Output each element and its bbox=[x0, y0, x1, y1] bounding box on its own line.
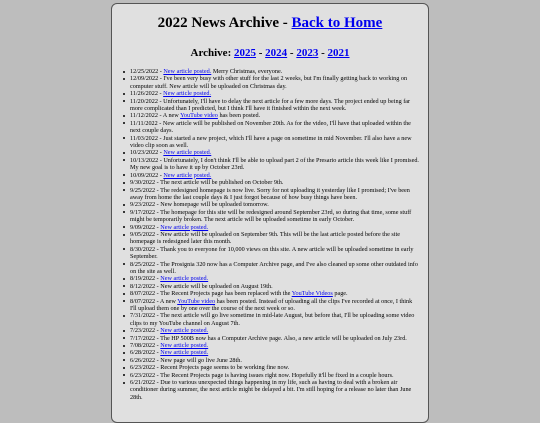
news-item bbox=[126, 112, 420, 119]
news-item-text: 8/25/2022 - The Prosignia 320 now has a Computer Archive page, and I've also cleaned up some other outdated info on the site as well. bbox=[130, 260, 418, 275]
news-item-text: 11/20/2022 - Unfortunately, I'll have to delay the next article for a few more days. The project ended up being far more complicated than I predicted, but I think I'll have it finished within the next week. bbox=[130, 97, 411, 113]
news-item bbox=[126, 283, 420, 290]
news-item-link[interactable]: New article posted. bbox=[160, 275, 209, 283]
news-item bbox=[126, 261, 420, 276]
news-item bbox=[126, 335, 420, 342]
news-item-text: 6/23/2022 - Recent Projects page seems to be working fine now. bbox=[130, 364, 290, 372]
news-item-text: 10/23/2022 - bbox=[130, 149, 164, 157]
news-item-text: 11/03/2022 - Just started a new project, which I'll have a page on sometime in mid November. I'll also have a new video clip soon as well. bbox=[130, 134, 412, 150]
news-item-text: 12/25/2022 - bbox=[130, 68, 164, 75]
news-item-text: 8/07/2022 - The Recent Projects page has been replaced with the bbox=[130, 290, 292, 298]
news-item-text: 7/31/2022 - The next article will go live sometime in mid-late August, but before that, I'll be uploading some video clips to my YouTube channel on August 7th. bbox=[130, 312, 415, 327]
news-item-link[interactable]: New article posted. bbox=[160, 349, 209, 357]
news-item bbox=[126, 135, 420, 150]
news-item-text-after-link: Merry Christmas, everyone. bbox=[211, 68, 283, 75]
news-item-link[interactable]: New article posted. bbox=[160, 342, 209, 350]
archive-nav bbox=[112, 47, 428, 59]
news-item bbox=[126, 120, 420, 135]
news-item bbox=[126, 157, 420, 172]
news-list bbox=[112, 68, 428, 401]
back-to-home-link[interactable]: Back to Home bbox=[291, 15, 383, 31]
news-item bbox=[126, 357, 420, 364]
news-item bbox=[126, 149, 420, 156]
news-item-text: 9/23/2022 - New homepage will be uploaded tomorrow. bbox=[130, 201, 269, 209]
news-item bbox=[126, 172, 420, 179]
news-item-link[interactable]: New article posted. bbox=[163, 149, 212, 157]
news-item-text: 7/08/2022 - bbox=[130, 342, 161, 350]
archive-separator: - bbox=[318, 47, 328, 59]
news-item-text: 10/13/2022 - Unfortunately, I don't think I'll be able to upload part 2 of the Presario article this week like I promised. My new goal is to have it up by October 23rd. bbox=[130, 156, 419, 172]
news-item bbox=[126, 364, 420, 371]
news-item-text-after-link: has been posted. Instead of uploading all the clips I've recorded at once, I think I'll upload them one by one over the course of the next week or so. bbox=[130, 297, 413, 312]
news-item bbox=[126, 290, 420, 297]
archive-link-2021[interactable]: 2021 bbox=[327, 47, 350, 59]
news-item-text: 9/30/2022 - The next article will be published on October 9th. bbox=[130, 179, 284, 187]
news-item-text: 11/12/2022 - A new bbox=[130, 112, 181, 120]
news-item bbox=[126, 231, 420, 246]
archive-separator: - bbox=[255, 47, 266, 59]
news-item-text: 12/09/2022 - I've been very busy with other stuff for the last 2 weeks, but I'm finally getting back to working on computer stuff. New article will be uploaded on Christmas day. bbox=[130, 75, 408, 90]
archive-link-2025[interactable]: 2025 bbox=[233, 47, 256, 59]
news-item-text: 6/26/2022 - New page will go live June 28th. bbox=[130, 356, 242, 364]
page-title bbox=[112, 14, 428, 32]
news-item-text-after-link: has been posted. bbox=[217, 112, 261, 120]
news-item-link[interactable]: New article posted. bbox=[163, 68, 212, 75]
archive-separator: - bbox=[287, 47, 297, 59]
archive-link-2023[interactable]: 2023 bbox=[296, 47, 319, 59]
news-item-link[interactable]: New article posted. bbox=[160, 327, 209, 335]
archive-label: Archive: bbox=[190, 47, 232, 59]
news-item-text: 11/26/2022 - bbox=[130, 90, 164, 98]
news-item-link[interactable]: New article posted. bbox=[160, 223, 209, 231]
news-item-link[interactable]: New article posted. bbox=[163, 171, 212, 179]
news-item bbox=[126, 275, 420, 282]
news-item bbox=[126, 379, 420, 401]
news-item-text: 8/12/2022 - New article will be uploaded on August 19th. bbox=[130, 282, 273, 290]
news-item bbox=[126, 298, 420, 313]
news-item-text: 6/21/2022 - Due to various unexpected things happening in my life, such as having to deal with a broken air conditioner during summer, the next article might be delayed a bit. I'm still hoping for a release no later than June 28th. bbox=[130, 379, 412, 401]
news-item bbox=[126, 327, 420, 334]
news-item bbox=[126, 187, 420, 202]
archive-link-2024[interactable]: 2024 bbox=[265, 47, 288, 59]
news-item bbox=[126, 201, 420, 208]
news-item-text: 7/23/2022 - bbox=[130, 327, 161, 335]
news-item bbox=[126, 246, 420, 261]
news-item-text: 8/30/2022 - Thank you to everyone for 10,000 views on this site. A new article will be uploaded sometime in early September. bbox=[130, 245, 414, 261]
news-item bbox=[126, 179, 420, 186]
news-item-link[interactable]: YouTube video bbox=[177, 297, 216, 305]
news-item bbox=[126, 312, 420, 327]
news-item-text: 9/05/2022 - New article will be uploaded on September 9th. This will be the last article posted before the site homepage is redesigned later this month. bbox=[130, 230, 401, 246]
news-item-text: 6/28/2022 - bbox=[130, 349, 161, 357]
news-item-text: 8/19/2022 - bbox=[130, 275, 161, 283]
news-item bbox=[126, 342, 420, 349]
news-item bbox=[126, 349, 420, 356]
news-item-link[interactable]: New article posted. bbox=[163, 90, 212, 98]
news-item-text: 10/09/2022 - bbox=[130, 171, 164, 179]
news-item bbox=[126, 209, 420, 224]
news-item bbox=[126, 68, 420, 75]
news-item bbox=[126, 75, 420, 90]
news-item-text: 9/17/2022 - The homepage for this site will be redesigned around September 23rd, so during that time, some stuff might be temporarily broken. The next article will be uploaded sometime in early October. bbox=[130, 208, 412, 224]
news-item bbox=[126, 372, 420, 379]
news-item-text: 6/23/2022 - The Recent Projects page is having issues right now. Hopefully it'll be fixed in a couple hours. bbox=[130, 371, 394, 379]
news-item-link[interactable]: YouTube Videos bbox=[291, 290, 333, 298]
news-item bbox=[126, 224, 420, 231]
news-item bbox=[126, 90, 420, 97]
news-item-link[interactable]: YouTube video bbox=[180, 112, 218, 120]
news-item-text: 8/07/2022 - A new bbox=[130, 297, 178, 305]
news-item-text: 7/17/2022 - The HP 500B now has a Computer Archive page. Also, a new article will be uploaded on July 23rd. bbox=[130, 334, 407, 342]
news-item-text: 9/25/2022 - The redesigned homepage is now live. Sorry for not uploading it yesterday like I promised; I've been away from home the last couple days & I just forgot because of how busy things have been. bbox=[130, 186, 410, 201]
news-item bbox=[126, 98, 420, 113]
news-item-text: 11/11/2022 - New article will be published on November 20th. As for the video, I'll have that uploaded within the next couple days. bbox=[130, 119, 411, 135]
news-archive-panel bbox=[111, 3, 429, 423]
news-item-text: 9/09/2022 - bbox=[130, 223, 161, 231]
page-title-text: 2022 News Archive - bbox=[157, 15, 292, 31]
news-item-text-after-link: page. bbox=[332, 290, 348, 298]
